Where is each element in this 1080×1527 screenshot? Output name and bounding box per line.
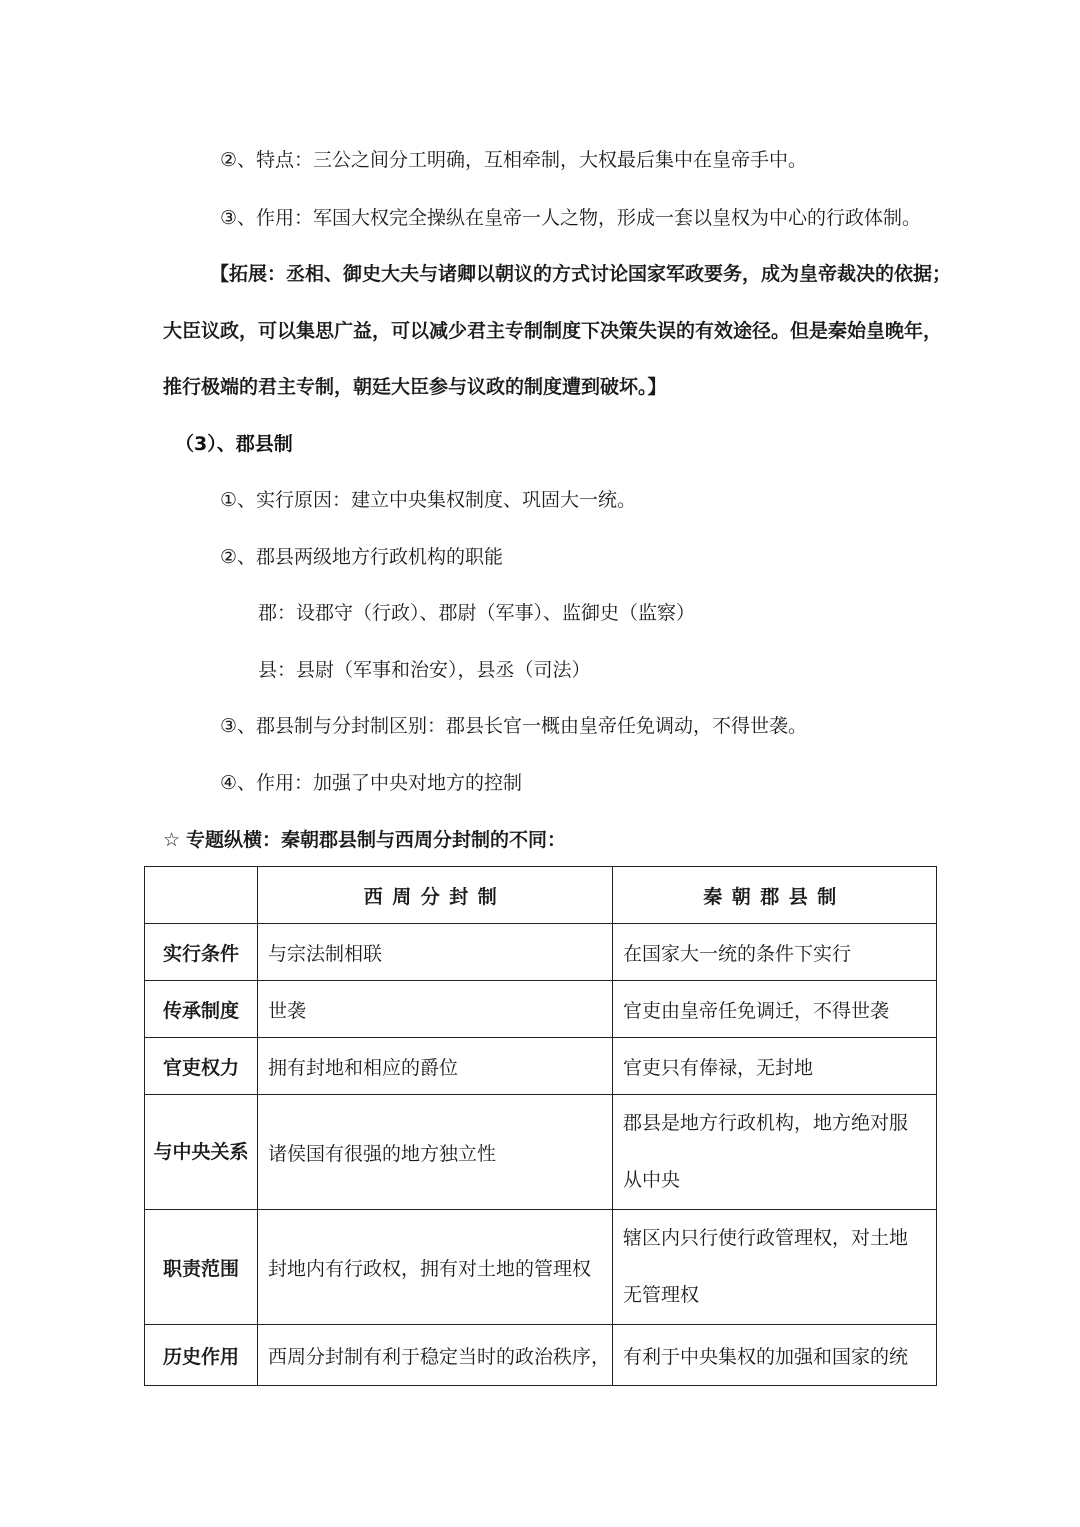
paragraph-county-officials: 县：县尉（军事和治安），县丞（司法）: [258, 659, 591, 681]
table-header-west-zhou: 西周分封制: [258, 867, 613, 924]
paragraph-functions-title: ②、郡县两级地方行政机构的职能: [220, 546, 504, 568]
row-label: 与中央关系: [145, 1095, 258, 1210]
table-header-row: [145, 867, 937, 924]
cell-qin: 郡县是地方行政机构，地方绝对服从中央: [613, 1095, 937, 1210]
paragraph-reason: ①、实行原因：建立中央集权制度、巩固大一统。: [220, 489, 637, 511]
table-row: [145, 924, 937, 981]
paragraph-effect: ④、作用：加强了中央对地方的控制: [220, 772, 523, 794]
table-row: [145, 1038, 937, 1095]
row-label: 历史作用: [145, 1325, 258, 1386]
topic-heading: [163, 828, 566, 852]
table-header-qin: 秦朝郡县制: [613, 867, 937, 924]
paragraph-difference: ③、郡县制与分封制区别：郡县长官一概由皇帝任免调动，不得世袭。: [220, 715, 808, 737]
paragraph-function: ③、作用：军国大权完全操纵在皇帝一人之物，形成一套以皇权为中心的行政体制。: [220, 207, 922, 229]
paragraph-commandery-officials: 郡：设郡守（行政）、郡尉（军事）、监御史（监察）: [258, 602, 696, 624]
cell-qin: 有利于中央集权的加强和国家的统: [613, 1325, 937, 1386]
table-row: [145, 1095, 937, 1210]
cell-qin: 在国家大一统的条件下实行: [613, 924, 937, 981]
row-label: 官吏权力: [145, 1038, 258, 1095]
cell-west-zhou: 诸侯国有很强的地方独立性: [258, 1095, 613, 1210]
cell-qin: 辖区内只行使行政管理权，对土地无管理权: [613, 1210, 937, 1325]
cell-qin: 官吏只有俸禄，无封地: [613, 1038, 937, 1095]
cell-west-zhou: 封地内有行政权，拥有对土地的管理权: [258, 1210, 613, 1325]
table-row: [145, 981, 937, 1038]
extension-note-line-2: 大臣议政，可以集思广益，可以减少君主专制制度下决策失误的有效途径。但是秦始皇晚年，: [163, 320, 943, 342]
row-label: 职责范围: [145, 1210, 258, 1325]
extension-note-line-3: 推行极端的君主专制，朝廷大臣参与议政的制度遭到破坏。】: [163, 376, 667, 398]
star-icon: ☆: [163, 829, 181, 851]
cell-qin: 官吏由皇帝任免调迁，不得世袭: [613, 981, 937, 1038]
table-header-empty: [145, 867, 258, 924]
cell-west-zhou: 拥有封地和相应的爵位: [258, 1038, 613, 1095]
topic-heading-text: 专题纵横：秦朝郡县制与西周分封制的不同：: [186, 829, 567, 851]
section-heading-commandery: （3）、郡县制: [175, 433, 293, 455]
row-label: 实行条件: [145, 924, 258, 981]
cell-west-zhou: 世袭: [258, 981, 613, 1038]
table-row: [145, 1325, 937, 1386]
extension-note-line-1: 【拓展：丞相、御史大夫与诸卿以朝议的方式讨论国家军政要务，成为皇帝裁决的依据；: [210, 263, 952, 285]
row-label: 传承制度: [145, 981, 258, 1038]
comparison-table: [144, 866, 937, 1386]
cell-west-zhou: 西周分封制有利于稳定当时的政治秩序，: [258, 1325, 613, 1386]
paragraph-feature: ②、特点：三公之间分工明确，互相牵制，大权最后集中在皇帝手中。: [220, 149, 808, 171]
table-row: [145, 1210, 937, 1325]
cell-west-zhou: 与宗法制相联: [258, 924, 613, 981]
